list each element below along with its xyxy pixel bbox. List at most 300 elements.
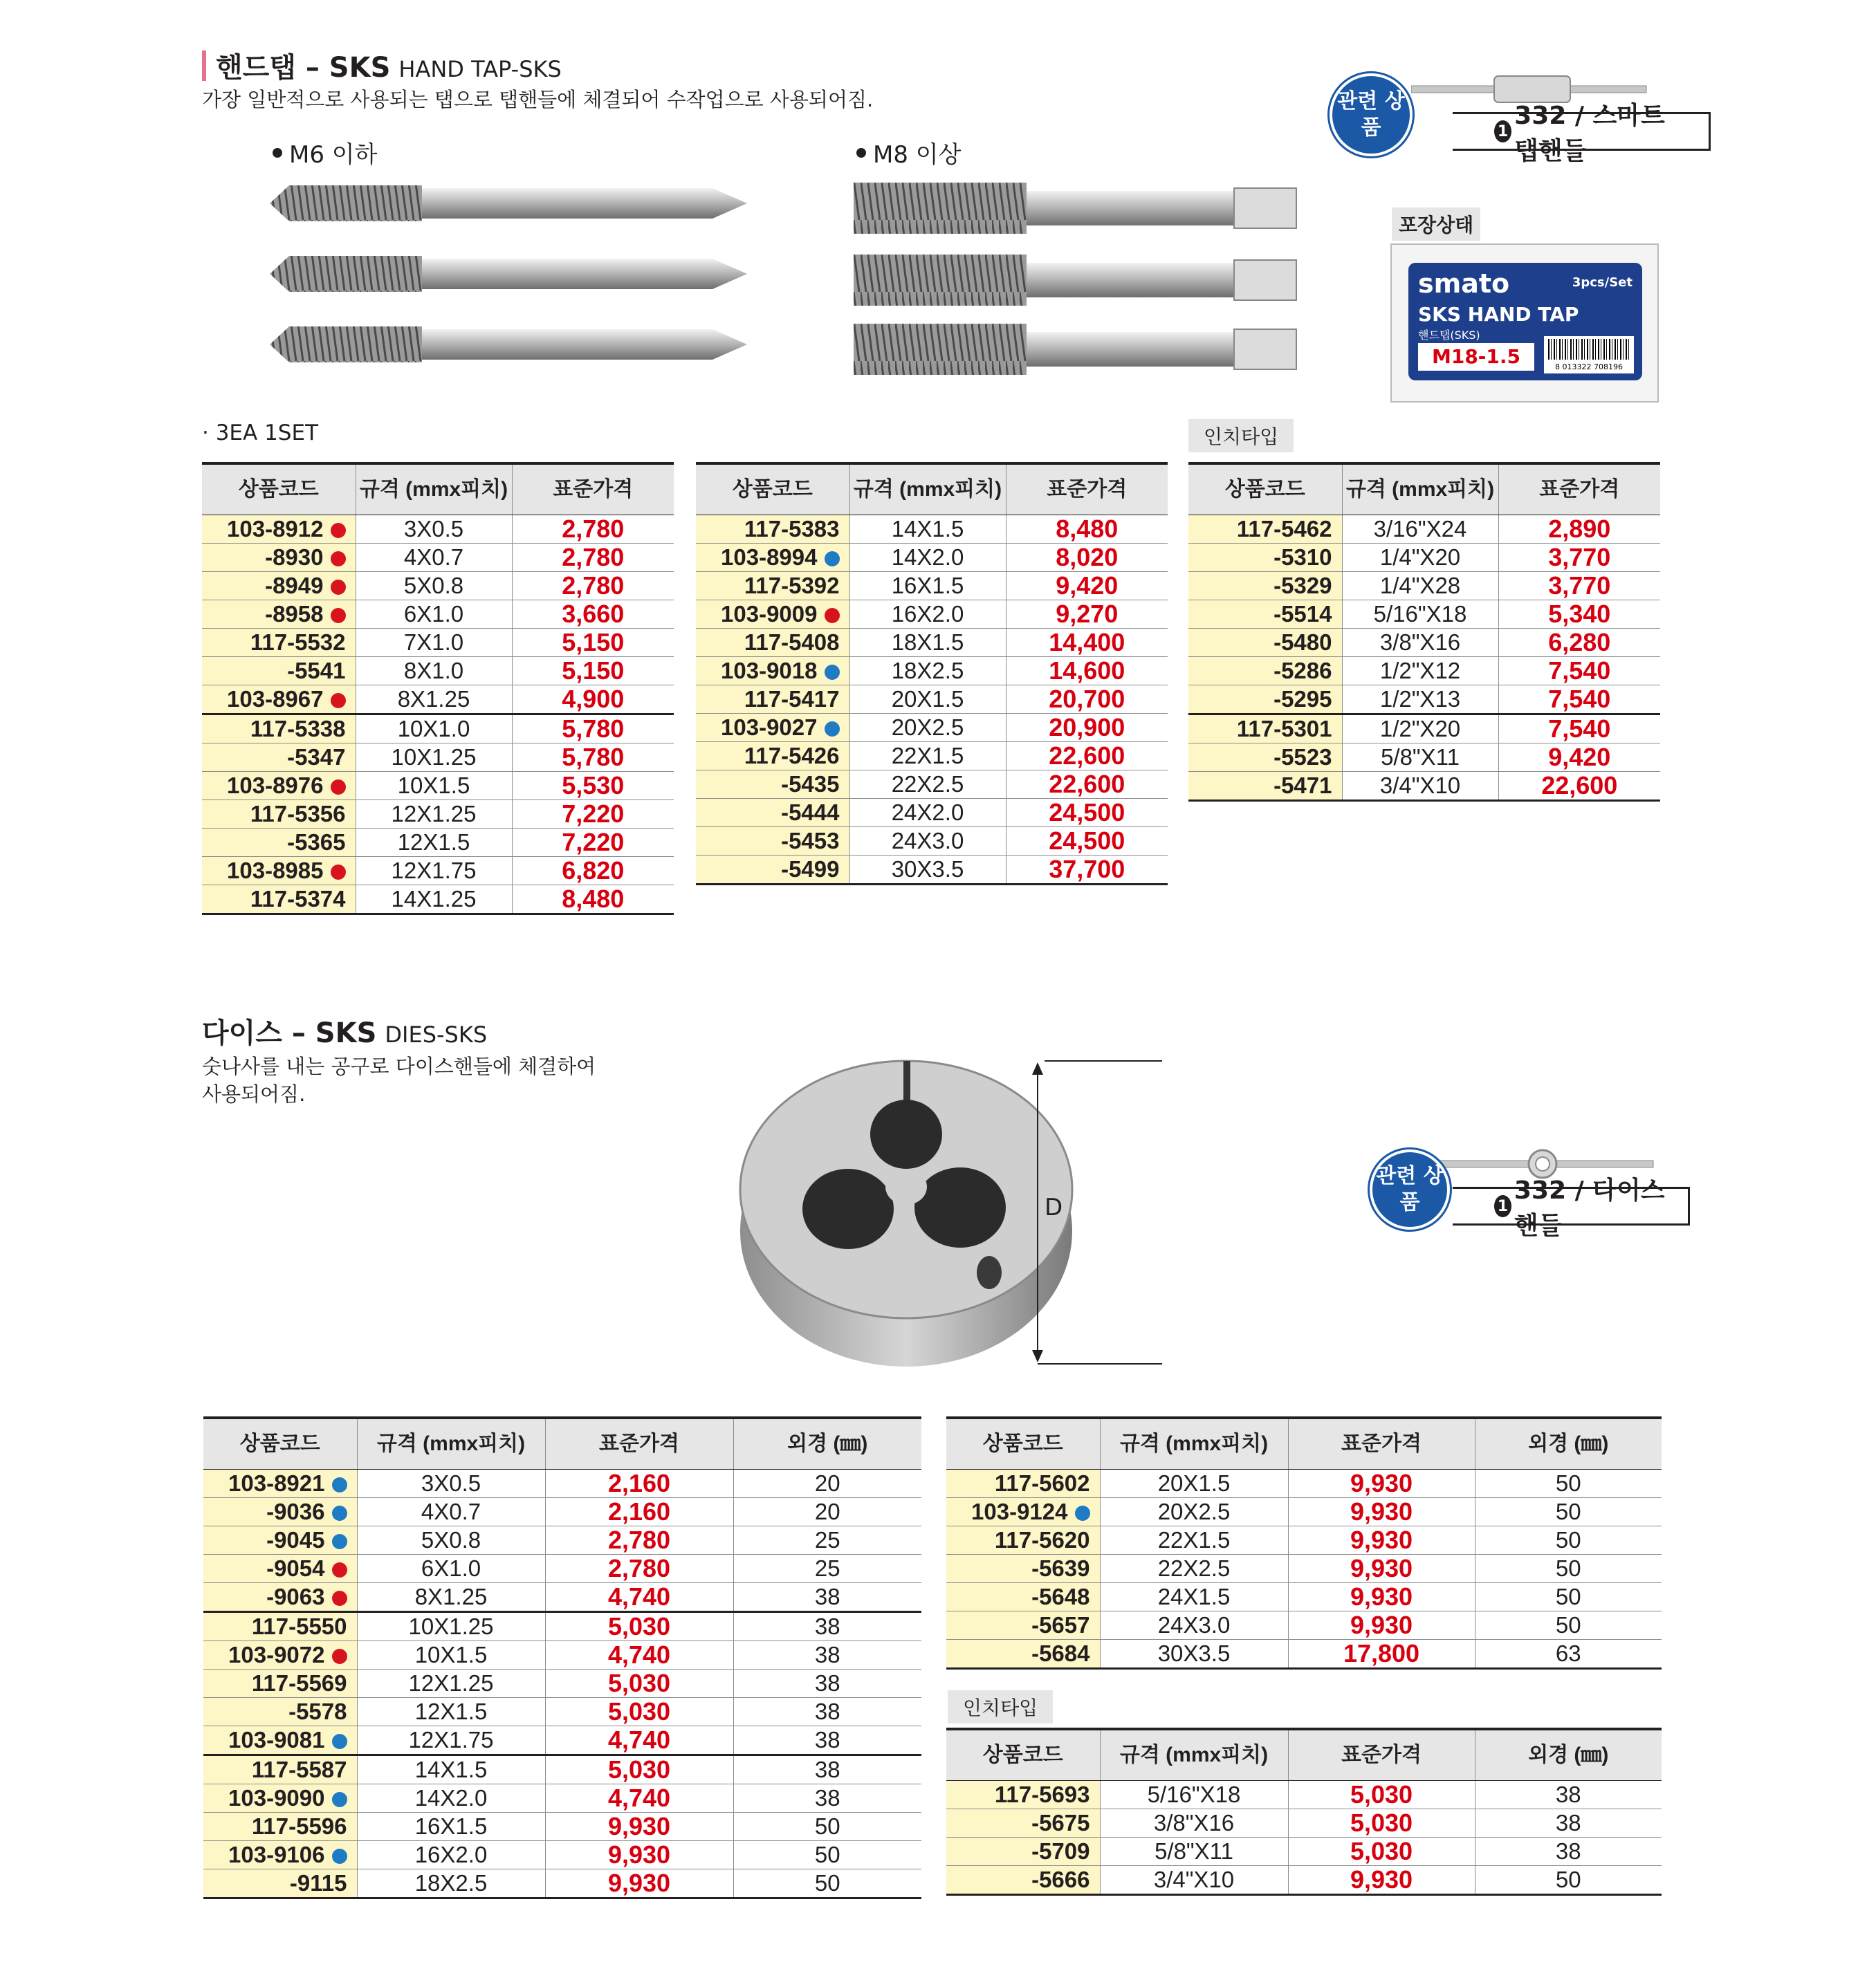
- table-row: [696, 515, 1168, 544]
- red-dot-icon: [332, 1591, 347, 1606]
- product-code-text: -5639: [1031, 1555, 1090, 1581]
- outer-dia-cell-text: 25: [814, 1527, 840, 1553]
- product-code: [946, 1781, 1100, 1809]
- price-cell-text: 9,930: [607, 1869, 671, 1897]
- spec-cell-text: 8X1.0: [403, 658, 464, 683]
- red-dot-icon: [332, 1649, 347, 1664]
- price-cell: [545, 1698, 733, 1726]
- product-code-text: -5435: [781, 771, 840, 797]
- price-cell-text: 5,030: [607, 1697, 671, 1726]
- package-sub: 핸드탭(SKS): [1418, 329, 1480, 342]
- table-row: [203, 1583, 921, 1612]
- product-code: [696, 544, 849, 572]
- product-code-text: 117-5374: [250, 886, 346, 912]
- outer-dia-cell: [1475, 1781, 1662, 1809]
- price-cell: [512, 857, 674, 885]
- spec-cell-text: 22X1.5: [891, 743, 964, 768]
- price-cell: [1006, 629, 1168, 657]
- spec-cell-text: 3/4"X10: [1379, 773, 1461, 798]
- price-cell: [1288, 1866, 1475, 1895]
- spec-cell-text: 24X2.0: [891, 799, 964, 825]
- product-code-text: -5453: [781, 828, 840, 853]
- outer-dia-cell: [1475, 1809, 1662, 1838]
- price-cell-text: 8,480: [1056, 515, 1119, 543]
- price-cell: [1498, 600, 1660, 629]
- price-cell-text: 5,150: [562, 656, 625, 685]
- product-code: [946, 1526, 1100, 1555]
- product-code: [203, 1526, 357, 1555]
- table-row: [1188, 544, 1660, 572]
- outer-dia-cell: [733, 1869, 921, 1898]
- price-cell: [1288, 1809, 1475, 1838]
- product-code-text: 117-5383: [744, 516, 840, 542]
- outer-dia-cell: [1475, 1555, 1662, 1583]
- price-cell: [1498, 544, 1660, 572]
- related-die-text: 332 / 다이스 핸들: [1514, 1176, 1665, 1240]
- price-cell: [1006, 657, 1168, 685]
- spec-cell: [849, 544, 1006, 572]
- m6-label: [273, 136, 377, 169]
- spec-cell-text: 16X1.5: [891, 573, 964, 598]
- spec-cell: [356, 629, 512, 657]
- product-code: [696, 799, 849, 827]
- spec-cell-text: 20X1.5: [891, 686, 964, 712]
- product-code: [1188, 743, 1342, 772]
- price-cell-text: 5,780: [562, 743, 625, 771]
- spec-cell: [357, 1698, 545, 1726]
- set-note: · 3EA 1SET: [202, 420, 319, 445]
- spec-cell-text: 22X2.5: [891, 771, 964, 797]
- product-code: [696, 657, 849, 685]
- price-cell: [545, 1555, 733, 1583]
- product-code: [946, 1498, 1100, 1526]
- product-code: [696, 685, 849, 714]
- spec-cell: [1342, 743, 1498, 772]
- header-spec: 규격 (mmx피치): [357, 1418, 545, 1470]
- product-code-text: 117-5301: [1236, 716, 1332, 741]
- red-dot-icon: [825, 608, 840, 623]
- outer-dia-cell: [733, 1555, 921, 1583]
- spec-cell-text: 14X1.25: [391, 886, 477, 912]
- product-code-text: -9036: [266, 1499, 325, 1524]
- table-row: [696, 600, 1168, 629]
- spec-cell-text: 4X0.7: [421, 1499, 481, 1524]
- spec-cell: [357, 1641, 545, 1670]
- price-cell: [512, 600, 674, 629]
- table-row: [946, 1470, 1662, 1498]
- table-row: [696, 629, 1168, 657]
- price-cell-text: 9,930: [607, 1812, 671, 1840]
- outer-dia-cell-text: 50: [1555, 1527, 1581, 1553]
- table-row: [203, 1498, 921, 1526]
- tap-description: 가장 일반적으로 사용되는 탭으로 탭핸들에 체결되어 수작업으로 사용되어짐.: [202, 88, 874, 111]
- product-code-text: -5578: [288, 1699, 347, 1724]
- related-tap-label: [1453, 102, 1711, 165]
- table-row: [203, 1726, 921, 1755]
- table-row: [696, 714, 1168, 742]
- header-price: 표준가격: [1288, 1729, 1475, 1781]
- product-code-text: -5499: [781, 856, 840, 882]
- spec-cell-text: 30X3.5: [1157, 1640, 1231, 1666]
- product-code: [202, 600, 356, 629]
- table-row: [696, 544, 1168, 572]
- spec-cell: [1342, 714, 1498, 743]
- spec-cell: [1100, 1781, 1288, 1809]
- blue-dot-icon: [825, 665, 840, 680]
- spec-cell: [849, 685, 1006, 714]
- price-cell: [545, 1612, 733, 1641]
- product-code: [1188, 657, 1342, 685]
- price-cell: [545, 1498, 733, 1526]
- outer-dia-cell: [733, 1470, 921, 1498]
- header-price: 표준가격: [512, 463, 674, 515]
- price-cell-text: 9,270: [1056, 600, 1119, 628]
- product-code: [202, 885, 356, 914]
- spec-cell: [1342, 629, 1498, 657]
- outer-dia-cell-text: 38: [814, 1642, 840, 1667]
- product-code: [203, 1641, 357, 1670]
- table-row: [1188, 600, 1660, 629]
- table-row: [202, 714, 674, 743]
- price-cell-text: 6,280: [1548, 628, 1611, 656]
- spec-cell-text: 14X1.5: [891, 516, 964, 542]
- dies-description: [202, 1053, 596, 1108]
- spec-cell: [849, 714, 1006, 742]
- outer-dia-cell-text: 50: [1555, 1470, 1581, 1496]
- outer-dia-cell: [733, 1726, 921, 1755]
- red-dot-icon: [331, 693, 346, 708]
- product-code: [203, 1612, 357, 1641]
- header-price: 표준가격: [545, 1418, 733, 1470]
- product-code-text: 117-5602: [994, 1470, 1090, 1496]
- product-code: [946, 1611, 1100, 1640]
- spec-cell: [849, 827, 1006, 856]
- outer-dia-cell-text: 20: [814, 1499, 840, 1524]
- product-code: [203, 1670, 357, 1698]
- header-code: 상품코드: [203, 1418, 357, 1470]
- spec-cell: [357, 1726, 545, 1755]
- spec-cell: [849, 856, 1006, 885]
- price-cell: [1498, 629, 1660, 657]
- spec-cell: [357, 1583, 545, 1612]
- table-row: [696, 799, 1168, 827]
- product-code: [1188, 572, 1342, 600]
- outer-dia-cell-text: 38: [1555, 1782, 1581, 1807]
- outer-dia-cell: [1475, 1470, 1662, 1498]
- product-code: [696, 770, 849, 799]
- red-dot-icon: [331, 580, 346, 595]
- dies-table-2: [946, 1416, 1662, 1670]
- product-code-text: -5310: [1273, 544, 1332, 570]
- product-code: [696, 515, 849, 544]
- price-cell: [512, 829, 674, 857]
- price-cell-text: 22,600: [1049, 741, 1125, 770]
- package-count: 3pcs/Set: [1572, 275, 1633, 290]
- related-tap-text: 332 / 스마트 탭핸들: [1514, 102, 1665, 165]
- number-circle-icon: 1: [1494, 1195, 1511, 1217]
- outer-dia-cell-text: 50: [814, 1813, 840, 1839]
- table-row: [946, 1866, 1662, 1895]
- price-cell: [512, 685, 674, 714]
- table-row: [696, 657, 1168, 685]
- outer-dia-cell-text: 38: [814, 1699, 840, 1724]
- spec-cell: [356, 515, 512, 544]
- blue-dot-icon: [332, 1734, 347, 1749]
- table-row: [202, 800, 674, 829]
- outer-dia-cell-text: 50: [1555, 1612, 1581, 1638]
- spec-cell-text: 3/8"X16: [1153, 1810, 1235, 1836]
- price-cell-text: 2,890: [1548, 515, 1611, 543]
- table-row: [203, 1612, 921, 1641]
- price-cell-text: 8,480: [562, 885, 625, 913]
- product-code-text: 103-8976: [227, 773, 324, 798]
- price-cell: [1498, 515, 1660, 544]
- spec-cell: [356, 657, 512, 685]
- product-code-text: -5648: [1031, 1584, 1090, 1609]
- inch-type-tag-dies: 인치타입: [948, 1690, 1053, 1723]
- product-code: [946, 1838, 1100, 1866]
- product-code-text: -5523: [1273, 744, 1332, 770]
- spec-cell-text: 14X1.5: [414, 1757, 488, 1782]
- spec-cell-text: 8X1.25: [414, 1584, 488, 1609]
- table-row: [1188, 714, 1660, 743]
- spec-cell-text: 20X2.5: [891, 714, 964, 740]
- spec-cell: [356, 572, 512, 600]
- price-cell: [545, 1726, 733, 1755]
- table-row: [203, 1470, 921, 1498]
- product-code: [696, 742, 849, 770]
- header-spec: 규격 (mmx피치): [849, 463, 1006, 515]
- price-cell-text: 5,030: [607, 1755, 671, 1784]
- header-outer-dia: 외경 (㎜): [1475, 1418, 1662, 1470]
- price-cell-text: 7,540: [1548, 714, 1611, 743]
- price-cell-text: 7,540: [1548, 685, 1611, 713]
- spec-cell: [356, 857, 512, 885]
- price-cell: [545, 1641, 733, 1670]
- price-cell-text: 5,030: [607, 1612, 671, 1640]
- blue-dot-icon: [332, 1477, 347, 1492]
- product-code: [946, 1640, 1100, 1669]
- table-row: [696, 572, 1168, 600]
- spec-cell-text: 5/8"X11: [1155, 1838, 1233, 1864]
- product-code-text: 103-9090: [228, 1785, 325, 1811]
- spec-cell: [356, 800, 512, 829]
- spec-cell-text: 3/8"X16: [1379, 629, 1461, 655]
- spec-cell: [1342, 572, 1498, 600]
- product-code-text: -8958: [265, 601, 324, 627]
- spec-cell: [849, 515, 1006, 544]
- spec-cell: [849, 629, 1006, 657]
- blue-dot-icon: [332, 1849, 347, 1864]
- outer-dia-cell: [733, 1813, 921, 1841]
- product-code-text: 117-5569: [251, 1670, 347, 1696]
- product-code-text: 103-8921: [228, 1470, 325, 1496]
- table-row: [946, 1555, 1662, 1583]
- table-row: [202, 629, 674, 657]
- price-cell-text: 7,540: [1548, 656, 1611, 685]
- outer-dia-cell: [733, 1841, 921, 1869]
- table-row: [696, 856, 1168, 885]
- price-cell-text: 22,600: [1049, 770, 1125, 798]
- product-code-text: 117-5426: [744, 743, 840, 768]
- table-row: [202, 743, 674, 772]
- outer-dia-cell-text: 38: [814, 1757, 840, 1782]
- blue-dot-icon: [332, 1534, 347, 1549]
- related-die-label: [1453, 1176, 1690, 1240]
- product-code: [203, 1470, 357, 1498]
- product-code-text: 103-8967: [227, 686, 324, 712]
- price-cell-text: 5,340: [1548, 600, 1611, 628]
- price-cell: [512, 572, 674, 600]
- price-cell: [1288, 1781, 1475, 1809]
- product-code-text: -5444: [781, 799, 840, 825]
- spec-cell: [1342, 657, 1498, 685]
- barcode-number: 8 013322 708196: [1555, 362, 1623, 371]
- outer-dia-cell: [733, 1583, 921, 1612]
- price-cell: [1288, 1583, 1475, 1611]
- table-row: [202, 857, 674, 885]
- spec-cell: [357, 1869, 545, 1898]
- product-code-text: 117-5587: [251, 1757, 347, 1782]
- product-code: [202, 743, 356, 772]
- outer-dia-cell: [733, 1526, 921, 1555]
- product-code: [696, 827, 849, 856]
- product-code: [202, 772, 356, 800]
- price-cell-text: 2,780: [562, 515, 625, 543]
- price-cell-text: 9,930: [1350, 1497, 1413, 1526]
- spec-cell: [1100, 1470, 1288, 1498]
- product-code-text: 117-5693: [994, 1782, 1090, 1807]
- spec-cell-text: 22X1.5: [1157, 1527, 1231, 1553]
- spec-cell-text: 24X1.5: [1157, 1584, 1231, 1609]
- spec-cell-text: 5/8"X11: [1381, 744, 1460, 770]
- outer-dia-cell: [1475, 1838, 1662, 1866]
- price-cell: [512, 800, 674, 829]
- outer-dia-cell-text: 38: [814, 1614, 840, 1639]
- spec-cell-text: 6X1.0: [421, 1555, 481, 1581]
- table-row: [696, 742, 1168, 770]
- price-cell-text: 2,780: [562, 543, 625, 571]
- price-cell: [512, 629, 674, 657]
- table-row: [1188, 685, 1660, 714]
- blue-dot-icon: [825, 551, 840, 566]
- product-code: [1188, 629, 1342, 657]
- spec-cell-text: 24X3.0: [1157, 1612, 1231, 1638]
- outer-dia-cell: [1475, 1611, 1662, 1640]
- product-code-text: 103-9027: [721, 714, 818, 740]
- product-code-text: 117-5408: [744, 629, 840, 655]
- tap-table-inch: [1188, 462, 1660, 802]
- outer-dia-cell-text: 20: [814, 1470, 840, 1496]
- spec-cell: [1342, 685, 1498, 714]
- number-circle-icon: 1: [1494, 120, 1511, 142]
- table-row: [696, 827, 1168, 856]
- price-cell: [1006, 799, 1168, 827]
- product-code-text: 117-5417: [744, 686, 840, 712]
- outer-dia-cell-text: 63: [1555, 1640, 1581, 1666]
- m8-label: [856, 136, 961, 169]
- spec-cell: [1342, 544, 1498, 572]
- tap-title-ko: 핸드탭 – SKS: [216, 52, 391, 84]
- product-code: [203, 1813, 357, 1841]
- dies-section-title: [202, 1011, 487, 1051]
- barcode: [1544, 336, 1634, 373]
- outer-dia-cell: [1475, 1526, 1662, 1555]
- outer-dia-cell-text: 50: [1555, 1555, 1581, 1581]
- spec-cell: [1100, 1583, 1288, 1611]
- product-code-text: 117-5596: [251, 1813, 347, 1839]
- product-code: [1188, 685, 1342, 714]
- price-cell-text: 8,020: [1056, 543, 1119, 571]
- price-cell: [1498, 685, 1660, 714]
- product-code: [946, 1809, 1100, 1838]
- spec-cell-text: 1/2"X13: [1379, 686, 1461, 712]
- spec-cell-text: 5/16"X18: [1147, 1782, 1241, 1807]
- red-dot-icon: [331, 608, 346, 623]
- header-price: 표준가격: [1498, 463, 1660, 515]
- spec-cell-text: 24X3.0: [891, 828, 964, 853]
- spec-cell-text: 12X1.25: [391, 801, 477, 826]
- table-row: [946, 1838, 1662, 1866]
- product-code: [202, 714, 356, 743]
- spec-cell: [357, 1841, 545, 1869]
- spec-cell: [1100, 1640, 1288, 1669]
- spec-cell-text: 16X1.5: [414, 1813, 488, 1839]
- related-product-die-handle: [1425, 1148, 1665, 1240]
- spec-cell: [357, 1555, 545, 1583]
- spec-cell: [357, 1498, 545, 1526]
- table-row: [203, 1641, 921, 1670]
- table-row: [696, 685, 1168, 714]
- spec-cell: [849, 600, 1006, 629]
- related-badge-dies: 관련 상품: [1370, 1149, 1450, 1230]
- product-code-text: -9115: [289, 1870, 347, 1896]
- header-spec: 규격 (mmx피치): [1342, 463, 1498, 515]
- table-row: [203, 1670, 921, 1698]
- m6-label-text: M6 이하: [289, 141, 378, 169]
- price-cell-text: 3,770: [1548, 571, 1611, 600]
- price-cell: [1498, 772, 1660, 801]
- table-row: [202, 600, 674, 629]
- spec-cell: [356, 714, 512, 743]
- outer-dia-cell-text: 38: [814, 1670, 840, 1696]
- price-cell: [1288, 1611, 1475, 1640]
- table-row: [202, 685, 674, 714]
- product-code-text: -5709: [1031, 1838, 1090, 1864]
- price-cell: [1288, 1470, 1475, 1498]
- spec-cell-text: 30X3.5: [891, 856, 964, 882]
- spec-cell: [1100, 1866, 1288, 1895]
- title-accent-bar: [202, 50, 206, 81]
- product-code-text: 103-8912: [227, 516, 324, 542]
- spec-cell-text: 16X2.0: [891, 601, 964, 627]
- spec-cell: [356, 829, 512, 857]
- product-code-text: 103-9124: [971, 1499, 1068, 1524]
- price-cell: [512, 515, 674, 544]
- product-code: [1188, 714, 1342, 743]
- table-row: [1188, 743, 1660, 772]
- product-code: [202, 544, 356, 572]
- outer-dia-cell: [1475, 1866, 1662, 1895]
- price-cell: [1498, 657, 1660, 685]
- price-cell-text: 9,930: [1350, 1582, 1413, 1611]
- spec-cell-text: 10X1.25: [408, 1614, 494, 1639]
- price-cell-text: 20,900: [1049, 713, 1125, 741]
- product-code-text: 103-8985: [227, 858, 324, 883]
- price-cell-text: 4,740: [607, 1784, 671, 1812]
- spec-cell-text: 12X1.5: [397, 829, 470, 855]
- related-product-tap-handle: [1397, 72, 1665, 165]
